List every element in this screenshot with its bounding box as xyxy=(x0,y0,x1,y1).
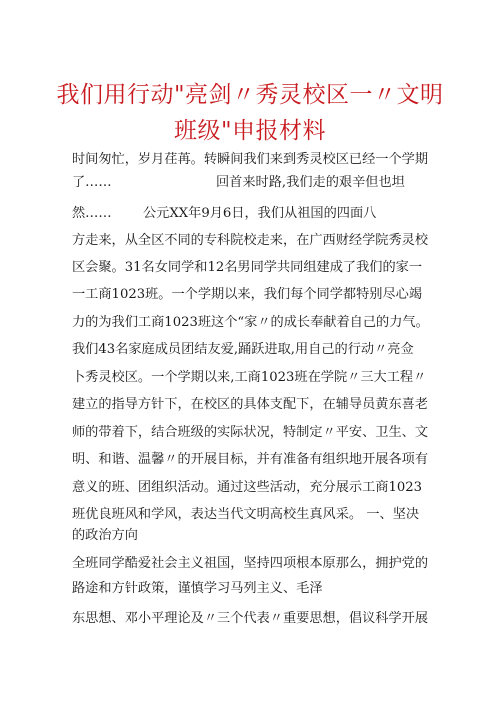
document-title-line-1: 我们用行动"亮剑〃秀灵校区一〃文明 xyxy=(56,82,444,108)
body-line-3b: 公元XX年9月6日，我们从祖国的四面八 xyxy=(143,206,377,221)
body-line-5: 区会聚。31名女同学和12名男同学共同组建成了我们的家一 xyxy=(72,260,423,275)
body-line-9: 卜秀灵校区。一个学期以来,工商1023班在学院〃三大工程〃 xyxy=(72,370,427,385)
body-line-18: 东思想、邓小平理论及〃三个代表〃重要思想，倡议科学开展 xyxy=(72,611,429,626)
body-line-12: 明、和谐、温馨〃的开展目标，并有准备有组织地开展各项有 xyxy=(72,452,429,467)
body-line-15: 的政治方向 xyxy=(72,528,138,543)
body-line-2: 了…… xyxy=(72,175,112,190)
body-line-1: 时间匆忙，岁月荏苒。转瞬间我们来到秀灵校区已经一个学期 xyxy=(72,152,429,167)
body-line-4: 方走来，从全区不同的专科院校走来，在广西财经学院秀灵校 xyxy=(72,233,429,248)
body-line-14: 班优良班风和学风，表达当代文明高校生真风采。 一、坚决 xyxy=(72,507,420,522)
body-line-10: 建立的指导方针下，在校区的具体支配下，在辅导员黄东喜老 xyxy=(72,397,429,412)
body-line-16: 全班同学酷爱社会主义祖国，坚持四项根本原那么，拥护党的 xyxy=(72,556,429,571)
body-line-17: 路途和方针政策，谨慎学习马列主义、毛泽 xyxy=(72,581,323,596)
body-line-7: 力的为我们工商1023班这个“家〃的成长奉献着自己的力气。 xyxy=(72,315,429,330)
body-line-11: 师的带着下，结合班级的实际状况，特制定〃平安、卫生、文 xyxy=(72,425,429,440)
body-line-8: 我们43名家庭成员团结友爱,踊跃进取,用自己的行动〃亮佥 xyxy=(72,342,414,357)
body-line-2b: 回首来时路,我们走的艰辛但也坦 xyxy=(216,175,405,190)
document-title-line-2: 班级"申报材料 xyxy=(173,118,327,144)
body-line-3: 然…… xyxy=(72,206,112,221)
body-line-6: 一工商1023班。一个学期以来，我们每个同学都特别尽心竭 xyxy=(72,287,423,302)
body-line-13: 意义的班、团组织活动。通过这些活动，充分展示工商1023 xyxy=(72,480,423,495)
